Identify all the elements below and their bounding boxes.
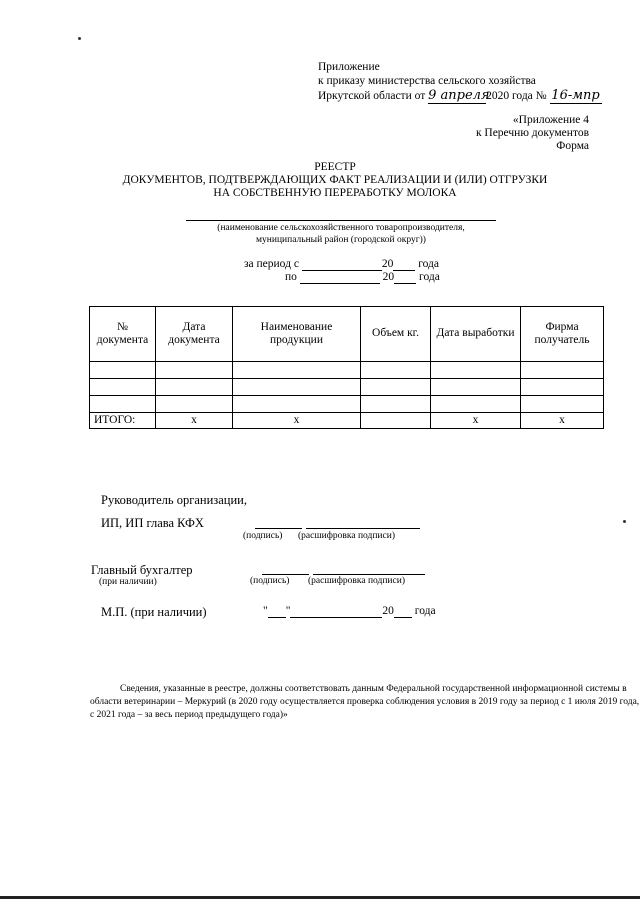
table-row — [90, 362, 604, 379]
date-year-blank — [394, 605, 412, 618]
col-recipient: Фирма получатель — [521, 307, 604, 362]
period-to-label: по — [285, 271, 297, 283]
period-from-label: за период с — [244, 258, 299, 270]
head-sign-caption: (подпись) — [243, 531, 283, 541]
col-doc-number: № документа — [90, 307, 156, 362]
head-signature-line — [255, 528, 302, 529]
head-decode-caption: (расшифровка подписи) — [298, 531, 395, 541]
scan-speck — [623, 520, 626, 523]
col-production-date: Дата выработки — [431, 307, 521, 362]
total-product: x — [233, 413, 361, 429]
period-from — [244, 258, 439, 271]
total-recipient: x — [521, 413, 604, 429]
annex-line-2: к Перечню документов — [475, 127, 589, 139]
col-product-name: Наименование продукции — [233, 307, 361, 362]
period-to-blank — [300, 271, 380, 284]
date-suffix: года — [414, 605, 436, 617]
scan-speck — [78, 37, 81, 40]
signature-date — [263, 605, 436, 618]
chief-accountant-label: Главный бухгалтер — [91, 563, 193, 577]
registry-table — [89, 306, 604, 429]
total-volume — [361, 413, 431, 429]
accountant-signature-line — [262, 574, 309, 575]
header-line-2: к приказу министерства сельского хозяйства — [318, 75, 536, 87]
date-month-blank — [290, 605, 382, 618]
handwritten-date: 9 апреля — [428, 88, 490, 103]
title-documents: ДОКУМЕНТОВ, ПОДТВЕРЖДАЮЩИХ ФАКТ РЕАЛИЗАЦИИ И (ИЛИ) ОТГРУЗКИ — [122, 174, 548, 186]
footnote-line-3: с 2021 года – за весь период предыдущего года)» — [90, 710, 288, 720]
header-order-prefix: Иркутской области от — [318, 90, 426, 102]
footnote-line-1: Сведения, указанные в реестре, должны соответствовать данным Федеральной государственной информационной системы в — [120, 684, 627, 694]
period-to-year-blank — [394, 271, 416, 284]
col-doc-date: Дата документа — [156, 307, 233, 362]
total-doc-date: x — [156, 413, 233, 429]
head-decode-line — [306, 528, 420, 529]
scan-bottom-edge — [0, 896, 640, 899]
header-line-3 — [318, 88, 602, 104]
producer-caption-1: (наименование сельскохозяйственного товаропроизводителя, — [217, 223, 465, 233]
period-from-suffix: года — [418, 258, 439, 270]
table-row — [90, 396, 604, 413]
header-line-1: Приложение — [318, 61, 380, 73]
footnote-line-2: области ветеринарии – Меркурий (в 2020 году осуществляется проверка соблюдения условия в 2019 году за период с 1 июля 2019 года, — [90, 697, 640, 707]
total-label: ИТОГО: — [90, 413, 156, 429]
accountant-decode-line — [313, 574, 425, 575]
date-day-blank — [268, 605, 286, 618]
period-to-suffix: года — [419, 271, 440, 283]
col-volume: Объем кг. — [361, 307, 431, 362]
period-from-year-blank — [393, 258, 415, 271]
table-row — [90, 379, 604, 396]
period-from-year: 20 — [381, 258, 394, 270]
ip-head-label: ИП, ИП глава КФХ — [101, 516, 204, 530]
stamp-label: М.П. (при наличии) — [101, 605, 207, 619]
title-milk: НА СОБСТВЕННУЮ ПЕРЕРАБОТКУ МОЛОКА — [213, 187, 457, 199]
table-total-row — [90, 413, 604, 429]
period-from-blank — [302, 258, 382, 271]
chief-accountant-note: (при наличии) — [99, 577, 157, 587]
head-of-organization-label: Руководитель организации, — [101, 493, 247, 507]
producer-caption-2: муниципальный район (городской округ)) — [256, 235, 426, 245]
form-label: Форма — [556, 140, 589, 152]
header-order-mid: 2020 года № — [486, 90, 547, 102]
period-to-year: 20 — [382, 271, 395, 283]
period-to — [285, 271, 440, 284]
annex-line-1: «Приложение 4 — [512, 114, 589, 126]
handwritten-number: 16-мпр — [551, 88, 600, 103]
title-registry: РЕЕСТР — [314, 161, 356, 173]
producer-name-line — [186, 220, 496, 221]
table-header-row — [90, 307, 604, 362]
date-year: 20 — [382, 605, 394, 617]
accountant-decode-caption: (расшифровка подписи) — [308, 576, 405, 586]
date-quote-open: " — [263, 605, 268, 617]
accountant-sign-caption: (подпись) — [250, 576, 290, 586]
date-quote-close: " — [285, 605, 291, 617]
total-production-date: x — [431, 413, 521, 429]
